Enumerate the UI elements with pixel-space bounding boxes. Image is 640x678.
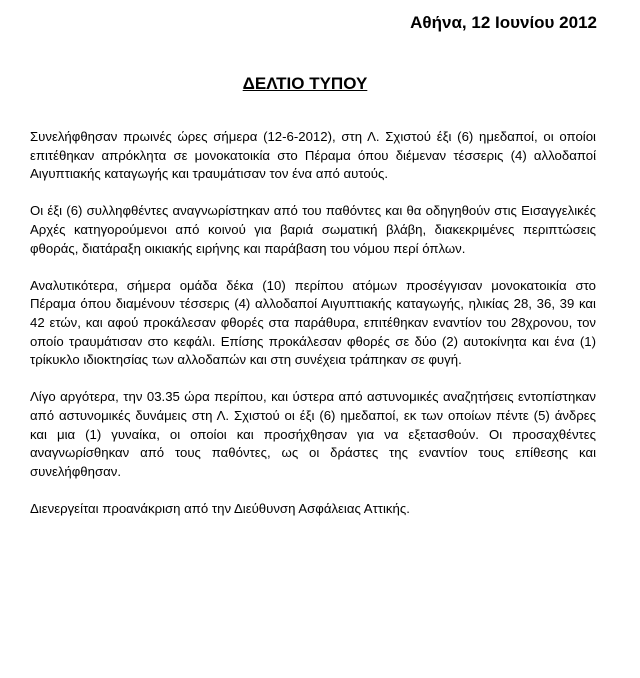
paragraph-details: Αναλυτικότερα, σήμερα ομάδα δέκα (10) περίπου ατόμων προσέγγισαν μονοκατοικία στο Πέραμα όπου διαμένουν τέσσερις (4) αλλοδαποί Αιγυπτιακής καταγωγής, ηλικίας 28, 36, 39 και 42 ετών, και αφού προκάλεσαν φθορές στα παράθυρα, επιτέθηκαν εναντίον του 28χρονου, τον οποίο τραυμάτισαν στο κεφάλι. Επίσης προκάλεσαν φθορές σε δύο (2) αυτοκίνητα και ένα (1) τρίκυκλο ιδιοκτησίας των αλλοδαπών και στη συνέχεια τράπηκαν σε φυγή. [30,277,596,368]
document-date: Αθήνα, 12 Ιουνίου 2012 [410,13,597,32]
paragraph-charges: Οι έξι (6) συλληφθέντες αναγνωρίστηκαν από του παθόντες και θα οδηγηθούν στις Εισαγγελικές Αρχές κατηγορούμενοι από κοινού για βαριά σωματική βλάβη, διακεκριμένες περιπτώσεις φθοράς, διατάραξη οικιακής ειρήνης και παράβαση του νόμου περί όπλων. [30,203,596,256]
document-body [30,128,596,537]
paragraph-investigation: Διενεργείται προανάκριση από την Διεύθυνση Ασφάλειας Αττικής. [30,500,410,516]
paragraph-location: Λίγο αργότερα, την 03.35 ώρα περίπου, και ύστερα από αστυνομικές αναζητήσεις εντοπίστηκαν από αστυνομικές δυνάμεις στη Λ. Σχιστού οι έξι (6) ημεδαποί, εκ των οποίων πέντε (5) άνδρες και μια (1) γυναίκα, οι οποίοι και προσήχθησαν για να εξετασθούν. Οι προσαχθέντες αναγνωρίσθηκαν από τους παθόντες, ως οι δράστες της εναντίον τους επίθεσης και συνελήφθησαν. [30,389,596,479]
document-title: ΔΕΛΤΙΟ ΤΥΠΟΥ [242,74,368,93]
paragraph-arrest: Συνελήφθησαν πρωινές ώρες σήμερα (12-6-2012), στη Λ. Σχιστού έξι (6) ημεδαποί, οι οποίοι επιτέθηκαν απρόκλητα σε μονοκατοικία στο Πέραμα όπου διέμεναν τέσσερις (4) αλλοδαποί Αιγυπτιακής καταγωγής και τραυμάτισαν τον ένα από αυτούς. [30,129,596,182]
